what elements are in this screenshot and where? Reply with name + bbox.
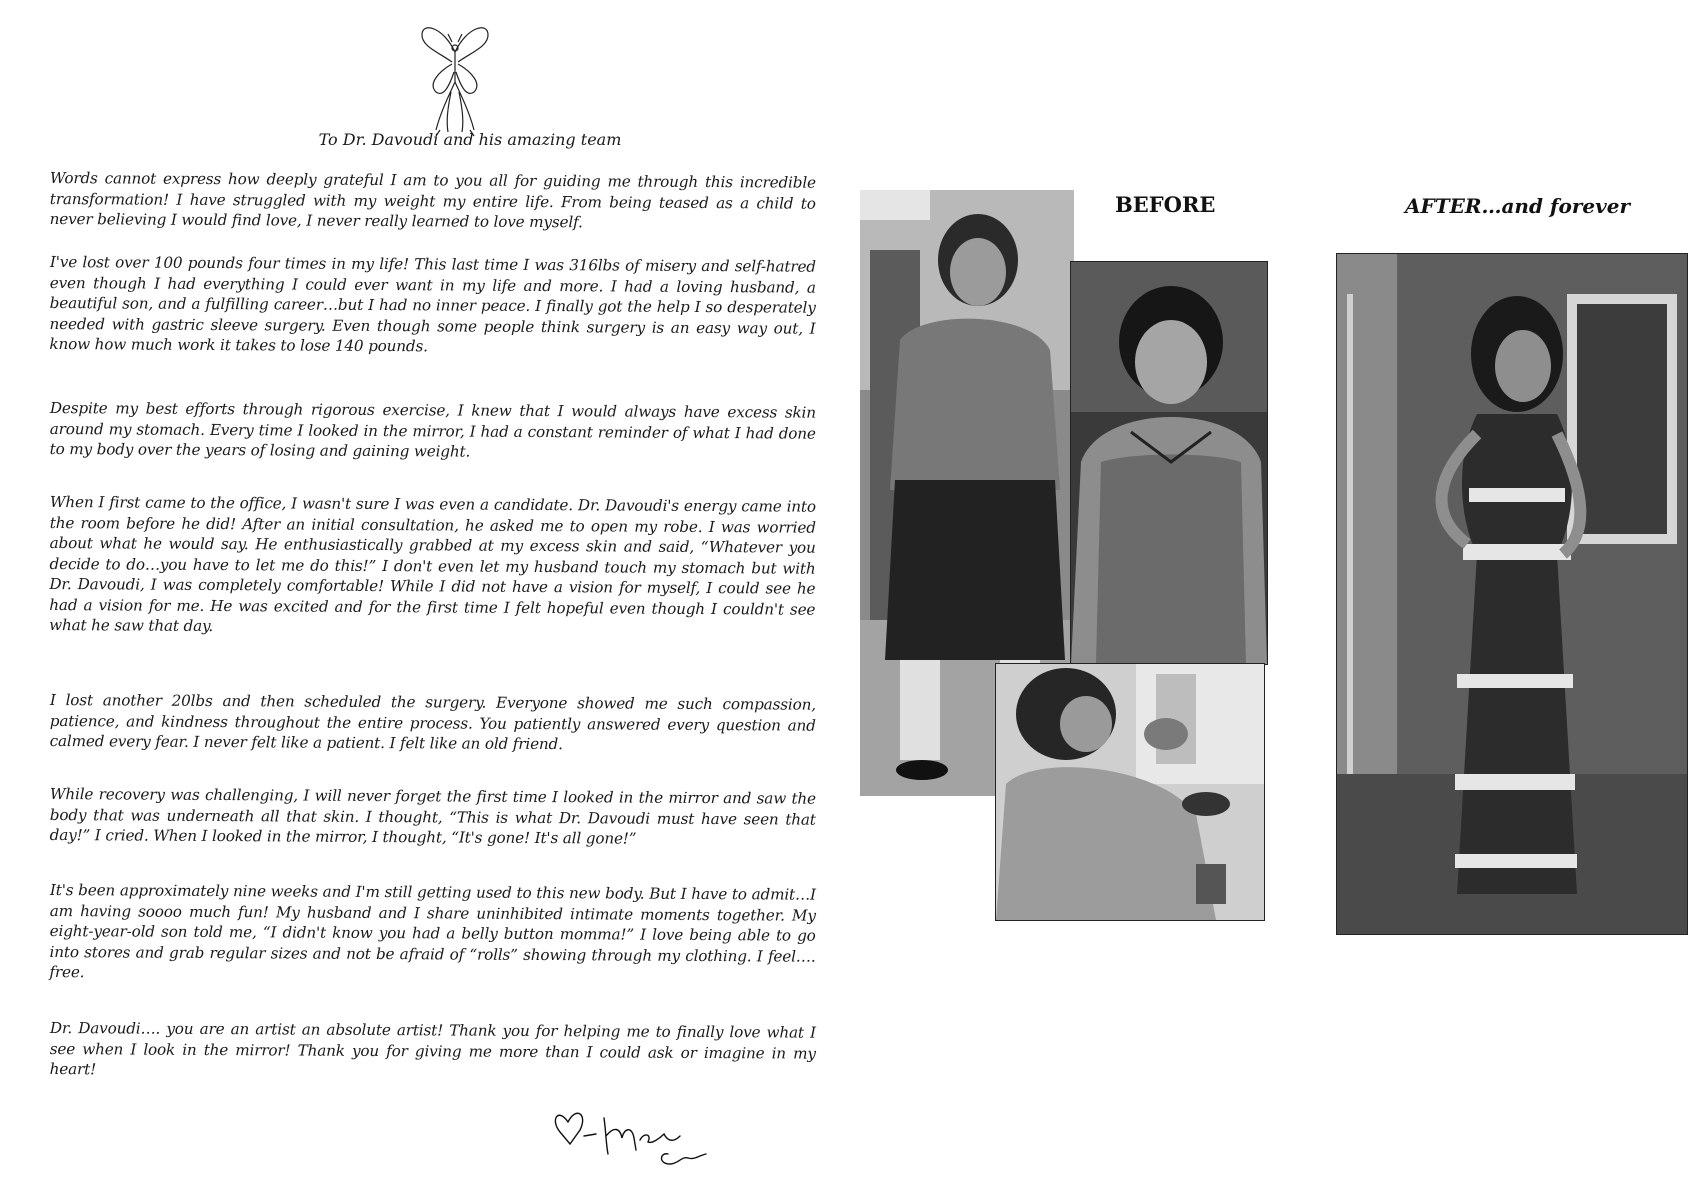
paragraph-7: It's been approximately nine weeks and I'm still getting used to this new body. But I have to admit…I am having soooo much fun! My husband and I share uninhibited intimate moments together. My eight-year-old son told me, “I didn't know you had a belly button momma!” I love being able to go into stores and grab regular sizes and not be afraid of “rolls” showing through my clothing. I feel…. free. — [49, 881, 816, 982]
before-photo-portrait — [1070, 261, 1268, 665]
paragraph-5: I lost another 20lbs and then scheduled the surgery. Everyone showed me such compassion, patience, and kindness throughout the entire process. You patiently answered every question and calmed every fear. I never felt like a patient. I felt like an old friend. — [49, 691, 816, 754]
butterfly-fairy-icon — [418, 22, 492, 138]
paragraph-3: Despite my best efforts through rigorous exercise, I knew that I would always have excess skin around my stomach. Every time I looked in the mirror, I had a constant reminder of what I had done to my body over the years of losing and gaining weight. — [49, 398, 816, 461]
before-photo-seated — [995, 663, 1265, 921]
paragraph-1: Words cannot express how deeply grateful I am to you all for guiding me through this incredible transformation! I have struggled with my weight my entire life. From being teased as a child to never believing I would find love, I never really learned to love myself. — [49, 168, 816, 232]
paragraph-2: I've lost over 100 pounds four times in my life! This last time I was 316lbs of misery and self-hatred even though I had everything I could ever want in my life and more. I had a loving husband, a beautiful son, and a fulfilling career…but I had no inner peace. I finally got the help I so desperately needed with gastric sleeve surgery. Even though some people think surgery is an easy way out, I know how much work it takes to lose 140 pounds. — [49, 252, 816, 356]
paragraph-8: Dr. Davoudi…. you are an artist an absolute artist! Thank you for helping me to finally love what I see when I look in the mirror! Thank you for giving me more than I could ask or imagine in my heart! — [49, 1019, 816, 1079]
after-photo — [1336, 253, 1688, 935]
salutation: To Dr. Davoudi and his amazing team — [318, 130, 622, 149]
before-label: BEFORE — [1115, 192, 1216, 217]
after-label: AFTER…and forever — [1405, 194, 1630, 218]
paragraph-4: When I first came to the office, I wasn't sure I was even a candidate. Dr. Davoudi's energy came into the room before he did! After an initial consultation, he asked me to open my robe. I was worried about what he would say. He enthusiastically grabbed at my excess skin and said, “Whatever you decide to do…you have to let me do this!” I don't even let my husband touch my stomach but with Dr. Davoudi, I was completely comfortable! While I did not have a vision for myself, I could see he had a vision for me. He was excited and for the first time I felt hopeful even though I couldn't see what he saw that day. — [49, 492, 816, 635]
paragraph-6: While recovery was challenging, I will never forget the first time I looked in the mirror and saw the body that was underneath all that skin. I thought, “This is what Dr. Davoudi must have seen that day!” I cried. When I looked in the mirror, I thought, “It's gone! It's all gone!” — [49, 785, 816, 848]
handwritten-signature — [548, 1092, 738, 1172]
